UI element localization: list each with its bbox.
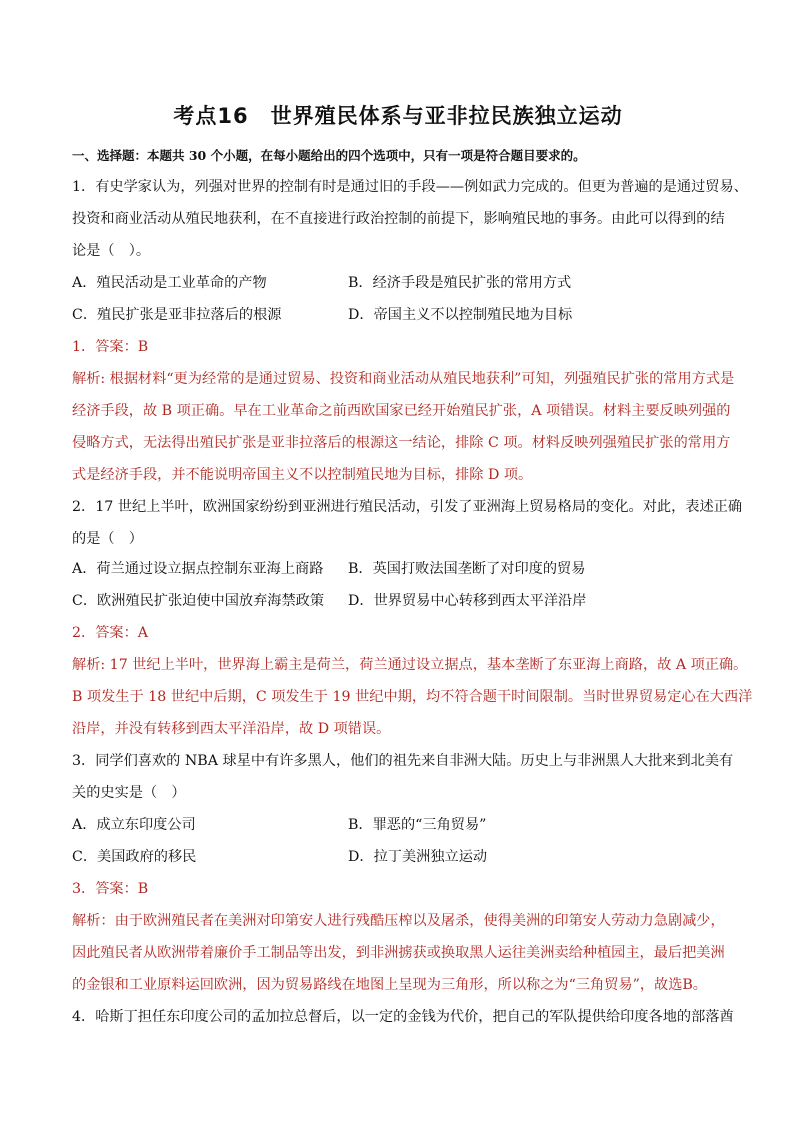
question-1-answer: 1．答案：B: [72, 339, 149, 355]
question-3-line-2: 关的史实是（ ）: [72, 785, 186, 801]
question-2-line-2: 的是（ ）: [72, 531, 143, 547]
question-2-answer: 2．答案：A: [72, 625, 149, 641]
section-instruction: 一、选择题：本题共 30 个小题，在每小题给出的四个选项中，只有一项是符合题目要求的。: [72, 148, 586, 163]
question-1-explanation-line-4: 式是经济手段，并不能说明帝国主义不以控制殖民地为目标，排除 D 项。: [72, 467, 533, 483]
question-3-explanation-line-2: 因此殖民者从欧洲带着廉价手工制品等出发，到非洲掳获或换取黑人运往美洲卖给种植园主，最后把美洲: [72, 945, 725, 961]
question-1-option-b: B．经济手段是殖民扩张的常用方式: [348, 275, 572, 291]
question-3-answer: 3．答案：B: [72, 881, 149, 897]
question-1-option-c: C．殖民扩张是亚非拉落后的根源: [72, 307, 282, 323]
question-3-option-c: C．美国政府的移民: [72, 849, 197, 865]
question-2-option-a: A．荷兰通过设立据点控制东亚海上商路: [72, 561, 324, 577]
question-1-line-3: 论是（ ）。: [72, 243, 151, 259]
question-1-line-2: 投资和商业活动从殖民地获利，在不直接进行政治控制的前提下，影响殖民地的事务。由此可以得到的结: [72, 211, 725, 227]
question-2-explanation-line-2: B 项发生于 18 世纪中后期，C 项发生于 19 世纪中期，均不符合题干时间限制。当时世界贸易定心在大西洋: [72, 689, 753, 705]
question-2-explanation-line-1: 解析: 17 世纪上半叶，世界海上霸主是荷兰，荷兰通过设立据点，基本垄断了东亚海上商路，故 A 项正确。: [72, 657, 748, 673]
question-3-option-d: D．拉丁美洲独立运动: [348, 849, 488, 865]
page-title: 考点16 世界殖民体系与亚非拉民族独立运动: [173, 104, 623, 128]
question-2-option-b: B．英国打败法国垄断了对印度的贸易: [348, 561, 586, 577]
question-3-option-a: A．成立东印度公司: [72, 817, 196, 833]
question-1-option-d: D．帝国主义不以控制殖民地为目标: [348, 307, 573, 323]
question-3-explanation-line-1: 解析：由于欧洲殖民者在美洲对印第安人进行残酷压榨以及屠杀，使得美洲的印第安人劳动力急剧减少，: [72, 913, 725, 929]
question-2-option-d: D．世界贸易中心转移到西太平洋沿岸: [348, 593, 587, 609]
question-2-explanation-line-3: 沿岸，并没有转移到西太平洋沿岸，故 D 项错误。: [72, 721, 391, 737]
question-1-explanation-line-2: 经济手段，故 B 项正确。早在工业革命之前西欧国家已经开始殖民扩张，A 项错误。材料主要反映列强的: [72, 403, 731, 419]
question-3-explanation-line-3: 的金银和工业原料运回欧洲，因为贸易路线在地图上呈现为三角形，所以称之为“三角贸易”，故选B。: [72, 977, 707, 993]
question-2-line-1: 2．17 世纪上半叶，欧洲国家纷纷到亚洲进行殖民活动，引发了亚洲海上贸易格局的变化。对此，表述正确: [72, 499, 743, 515]
question-4-line-1: 4．哈斯丁担任东印度公司的孟加拉总督后，以一定的金钱为代价，把自己的军队提供给印度各地的部落酋: [72, 1009, 734, 1025]
question-1-line-1: 1．有史学家认为，列强对世界的控制有时是通过旧的手段——例如武力完成的。但更为普遍的是通过贸易、: [72, 179, 748, 195]
question-3-option-b: B．罪恶的“三角贸易”: [348, 817, 487, 833]
question-1-option-a: A．殖民活动是工业革命的产物: [72, 275, 267, 291]
question-3-line-1: 3．同学们喜欢的 NBA 球星中有许多黑人，他们的祖先来自非洲大陆。历史上与非洲黑人大批来到北美有: [72, 753, 734, 769]
question-1-explanation-line-1: 解析: 根据材料“更为经常的是通过贸易、投资和商业活动从殖民地获利”可知，列强殖民扩张的常用方式是: [72, 371, 735, 387]
question-1-explanation-line-3: 侵略方式，无法得出殖民扩张是亚非拉落后的根源这一结论，排除 C 项。材料反映列强殖民扩张的常用方: [72, 435, 731, 451]
question-2-option-c: C．欧洲殖民扩张迫使中国放弃海禁政策: [72, 593, 325, 609]
